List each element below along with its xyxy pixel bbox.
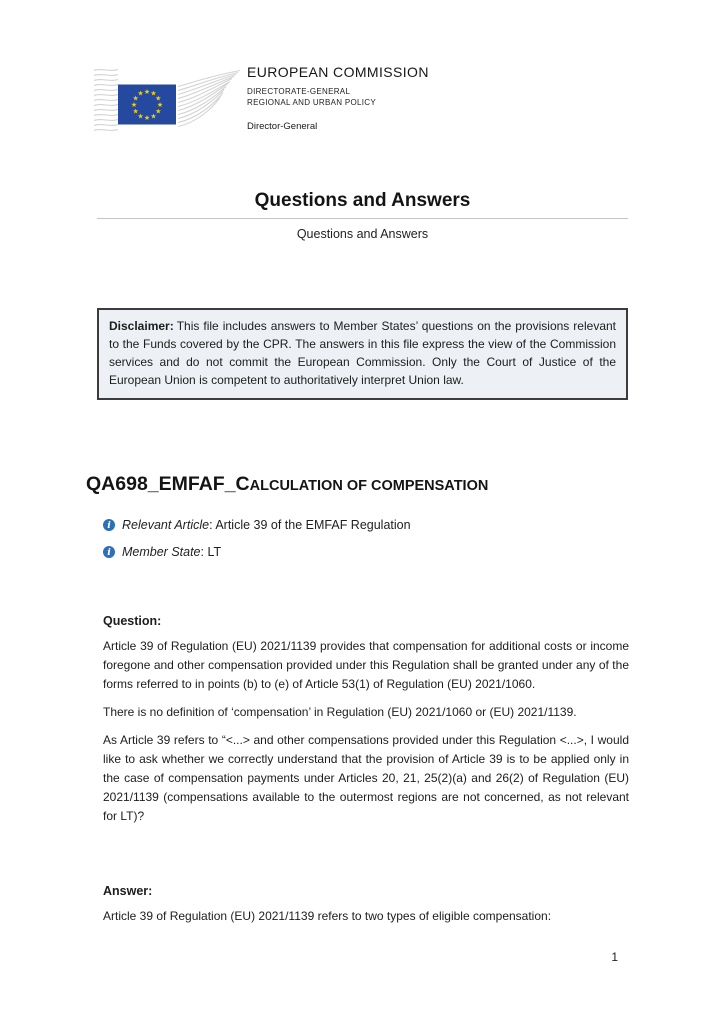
member-state-value: : LT: [200, 545, 222, 559]
logo-waves-left: [94, 70, 118, 131]
member-state-label: Member State: [122, 545, 201, 559]
european-commission-logo: [92, 64, 242, 142]
info-icon: [103, 546, 115, 558]
svg-text:★: ★: [137, 89, 144, 98]
org-name: EUROPEAN COMMISSION: [247, 64, 429, 80]
header-text: [247, 64, 429, 132]
page-number: 1: [611, 950, 618, 964]
disclaimer-text: This file includes answers to Member States’ questions on the provisions relevant to the Funds covered by the CPR. The answers in this file express the view of the Commission services and do not commit the European Commission. Only the Court of Justice of the European Union is competent to authoritatively interpret Union law.: [109, 319, 616, 387]
relevant-article-row: [103, 516, 411, 534]
dg-line-2: REGIONAL AND URBAN POLICY: [247, 98, 377, 107]
logo-waves-right: [178, 71, 240, 127]
svg-text:★: ★: [156, 101, 164, 109]
svg-text:★: ★: [137, 112, 144, 121]
title-divider: [97, 218, 628, 219]
disclaimer-label: Disclaimer:: [109, 319, 174, 333]
svg-text:★: ★: [150, 89, 157, 98]
qa-heading-prefix: QA698_EMFAF_C: [86, 473, 250, 495]
relevant-article-value: : Article 39 of the EMFAF Regulation: [209, 518, 411, 532]
svg-text:★: ★: [150, 112, 157, 121]
svg-text:★: ★: [143, 88, 151, 96]
svg-text:★: ★: [143, 114, 151, 122]
dg-line-1: DIRECTORATE-GENERAL: [247, 87, 351, 96]
member-state-row: [103, 543, 411, 561]
disclaimer-box: [97, 308, 628, 400]
answer-label: Answer:: [103, 884, 153, 898]
question-paragraph: As Article 39 refers to “<...> and other compensations provided under this Regulation <...>, I would like to ask whether we correctly understand that the provision of Article 39 is to be applied only in the case of compensation payments under Articles 20, 21, 25(2)(a) and 26(2) of Regulation (EU) 2021/1139 (compensations available to the outermost regions are not concerned, as not relevant for LT)?: [103, 733, 629, 823]
european-commission-logo-svg: [92, 64, 242, 137]
question-section: [103, 612, 629, 835]
question-paragraph: Article 39 of Regulation (EU) 2021/1139 provides that compensation for additional costs or income foregone and other compensation provided under this Regulation shall be granted under any of the forms referred to in points (b) to (e) of Article 53(1) of Regulation (EU) 2021/1060.: [103, 639, 629, 691]
svg-text:★: ★: [132, 107, 139, 116]
question-label: Question:: [103, 614, 162, 628]
answer-paragraph: Article 39 of Regulation (EU) 2021/1139 refers to two types of eligible compensation:: [103, 909, 552, 923]
question-paragraph: There is no definition of ‘compensation’ in Regulation (EU) 2021/1060 or (EU) 2021/1139.: [103, 705, 577, 719]
svg-text:★: ★: [155, 107, 162, 116]
signature-line: Director-General: [247, 121, 318, 132]
relevant-article-label: Relevant Article: [122, 518, 210, 532]
document-subtitle: Questions and Answers: [296, 227, 429, 241]
svg-text:★: ★: [155, 94, 162, 103]
qa-heading-smallcaps: ALCULATION OF COMPENSATION: [249, 478, 489, 494]
answer-section: [103, 882, 629, 926]
eu-flag: [118, 85, 176, 125]
svg-text:★: ★: [130, 101, 138, 109]
svg-text:★: ★: [132, 94, 139, 103]
qa-meta: [103, 516, 411, 570]
document-title: Questions and Answers: [254, 190, 471, 211]
qa-heading: [86, 473, 488, 496]
info-icon: [103, 519, 115, 531]
